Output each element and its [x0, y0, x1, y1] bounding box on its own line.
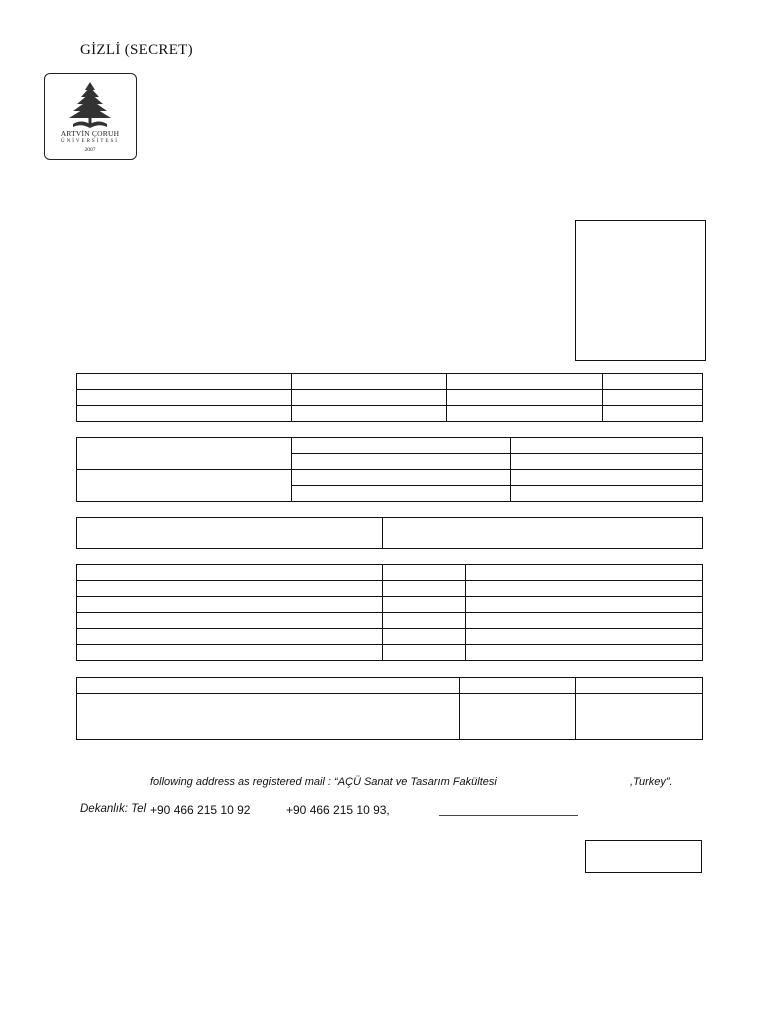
logo-university-subtitle: ÜNİVERSİTESİ [61, 139, 119, 144]
table-cell[interactable] [77, 438, 292, 470]
signature-box [585, 840, 702, 873]
table-cell[interactable] [292, 390, 447, 406]
table-cell[interactable] [292, 486, 511, 502]
photo-box [575, 220, 706, 361]
table-cell[interactable] [292, 406, 447, 422]
email-link[interactable] [439, 815, 578, 816]
table-cell[interactable] [77, 374, 292, 390]
table-cell[interactable] [447, 374, 603, 390]
table-cell[interactable] [77, 645, 383, 661]
table-cell[interactable] [292, 438, 511, 454]
table-cell[interactable] [466, 581, 703, 597]
table-cell[interactable] [383, 581, 466, 597]
logo-university-name: ARTVİN ÇORUH [60, 129, 120, 138]
table-cell[interactable] [77, 629, 383, 645]
table-cell[interactable] [383, 597, 466, 613]
table-cell[interactable] [511, 438, 703, 454]
program-table [76, 517, 703, 549]
table-cell[interactable] [383, 645, 466, 661]
tel-label: Dekanlık: Tel [80, 803, 147, 815]
table-cell[interactable] [77, 613, 383, 629]
mailing-address-country: ,Turkey”. [630, 776, 673, 788]
table-cell[interactable] [466, 645, 703, 661]
table-cell[interactable] [511, 454, 703, 470]
table-cell[interactable] [603, 406, 703, 422]
table-cell[interactable] [447, 406, 603, 422]
table-cell[interactable] [603, 374, 703, 390]
education-table [76, 564, 703, 661]
mailing-address-text: following address as registered mail : “AÇÜ Sanat ve Tasarım Fakültesi [150, 776, 497, 788]
table-cell[interactable] [511, 470, 703, 486]
table-cell[interactable] [77, 390, 292, 406]
table-cell[interactable] [77, 565, 383, 581]
table-cell[interactable] [576, 694, 703, 740]
table-cell[interactable] [460, 694, 576, 740]
university-logo [44, 73, 137, 160]
table-cell[interactable] [383, 629, 466, 645]
table-cell[interactable] [466, 613, 703, 629]
table-cell[interactable] [466, 597, 703, 613]
table-cell[interactable] [383, 613, 466, 629]
tree-book-icon [45, 78, 135, 130]
table-cell[interactable] [77, 470, 292, 502]
table-cell[interactable] [77, 678, 460, 694]
logo-year: 2007 [84, 147, 96, 153]
declaration-table [76, 677, 703, 740]
table-cell[interactable] [292, 470, 511, 486]
phone-number-1: +90 466 215 10 92 [150, 803, 251, 817]
table-cell[interactable] [447, 390, 603, 406]
contact-info-table [76, 437, 703, 502]
table-cell[interactable] [576, 678, 703, 694]
table-cell[interactable] [77, 694, 460, 740]
mailing-address-line [150, 776, 690, 792]
table-cell[interactable] [511, 486, 703, 502]
table-cell[interactable] [77, 581, 383, 597]
table-cell[interactable] [466, 629, 703, 645]
table-cell[interactable] [460, 678, 576, 694]
table-cell[interactable] [603, 390, 703, 406]
table-cell[interactable] [292, 454, 511, 470]
personal-info-table [76, 373, 703, 422]
phone-number-2: +90 466 215 10 93, [286, 803, 390, 817]
classification-label: GİZLİ (SECRET) [80, 42, 193, 58]
table-cell[interactable] [292, 374, 447, 390]
table-cell[interactable] [77, 406, 292, 422]
table-cell[interactable] [466, 565, 703, 581]
table-cell[interactable] [383, 518, 703, 549]
table-cell[interactable] [77, 518, 383, 549]
table-cell[interactable] [77, 597, 383, 613]
table-cell[interactable] [383, 565, 466, 581]
contact-phone-line [80, 803, 600, 821]
